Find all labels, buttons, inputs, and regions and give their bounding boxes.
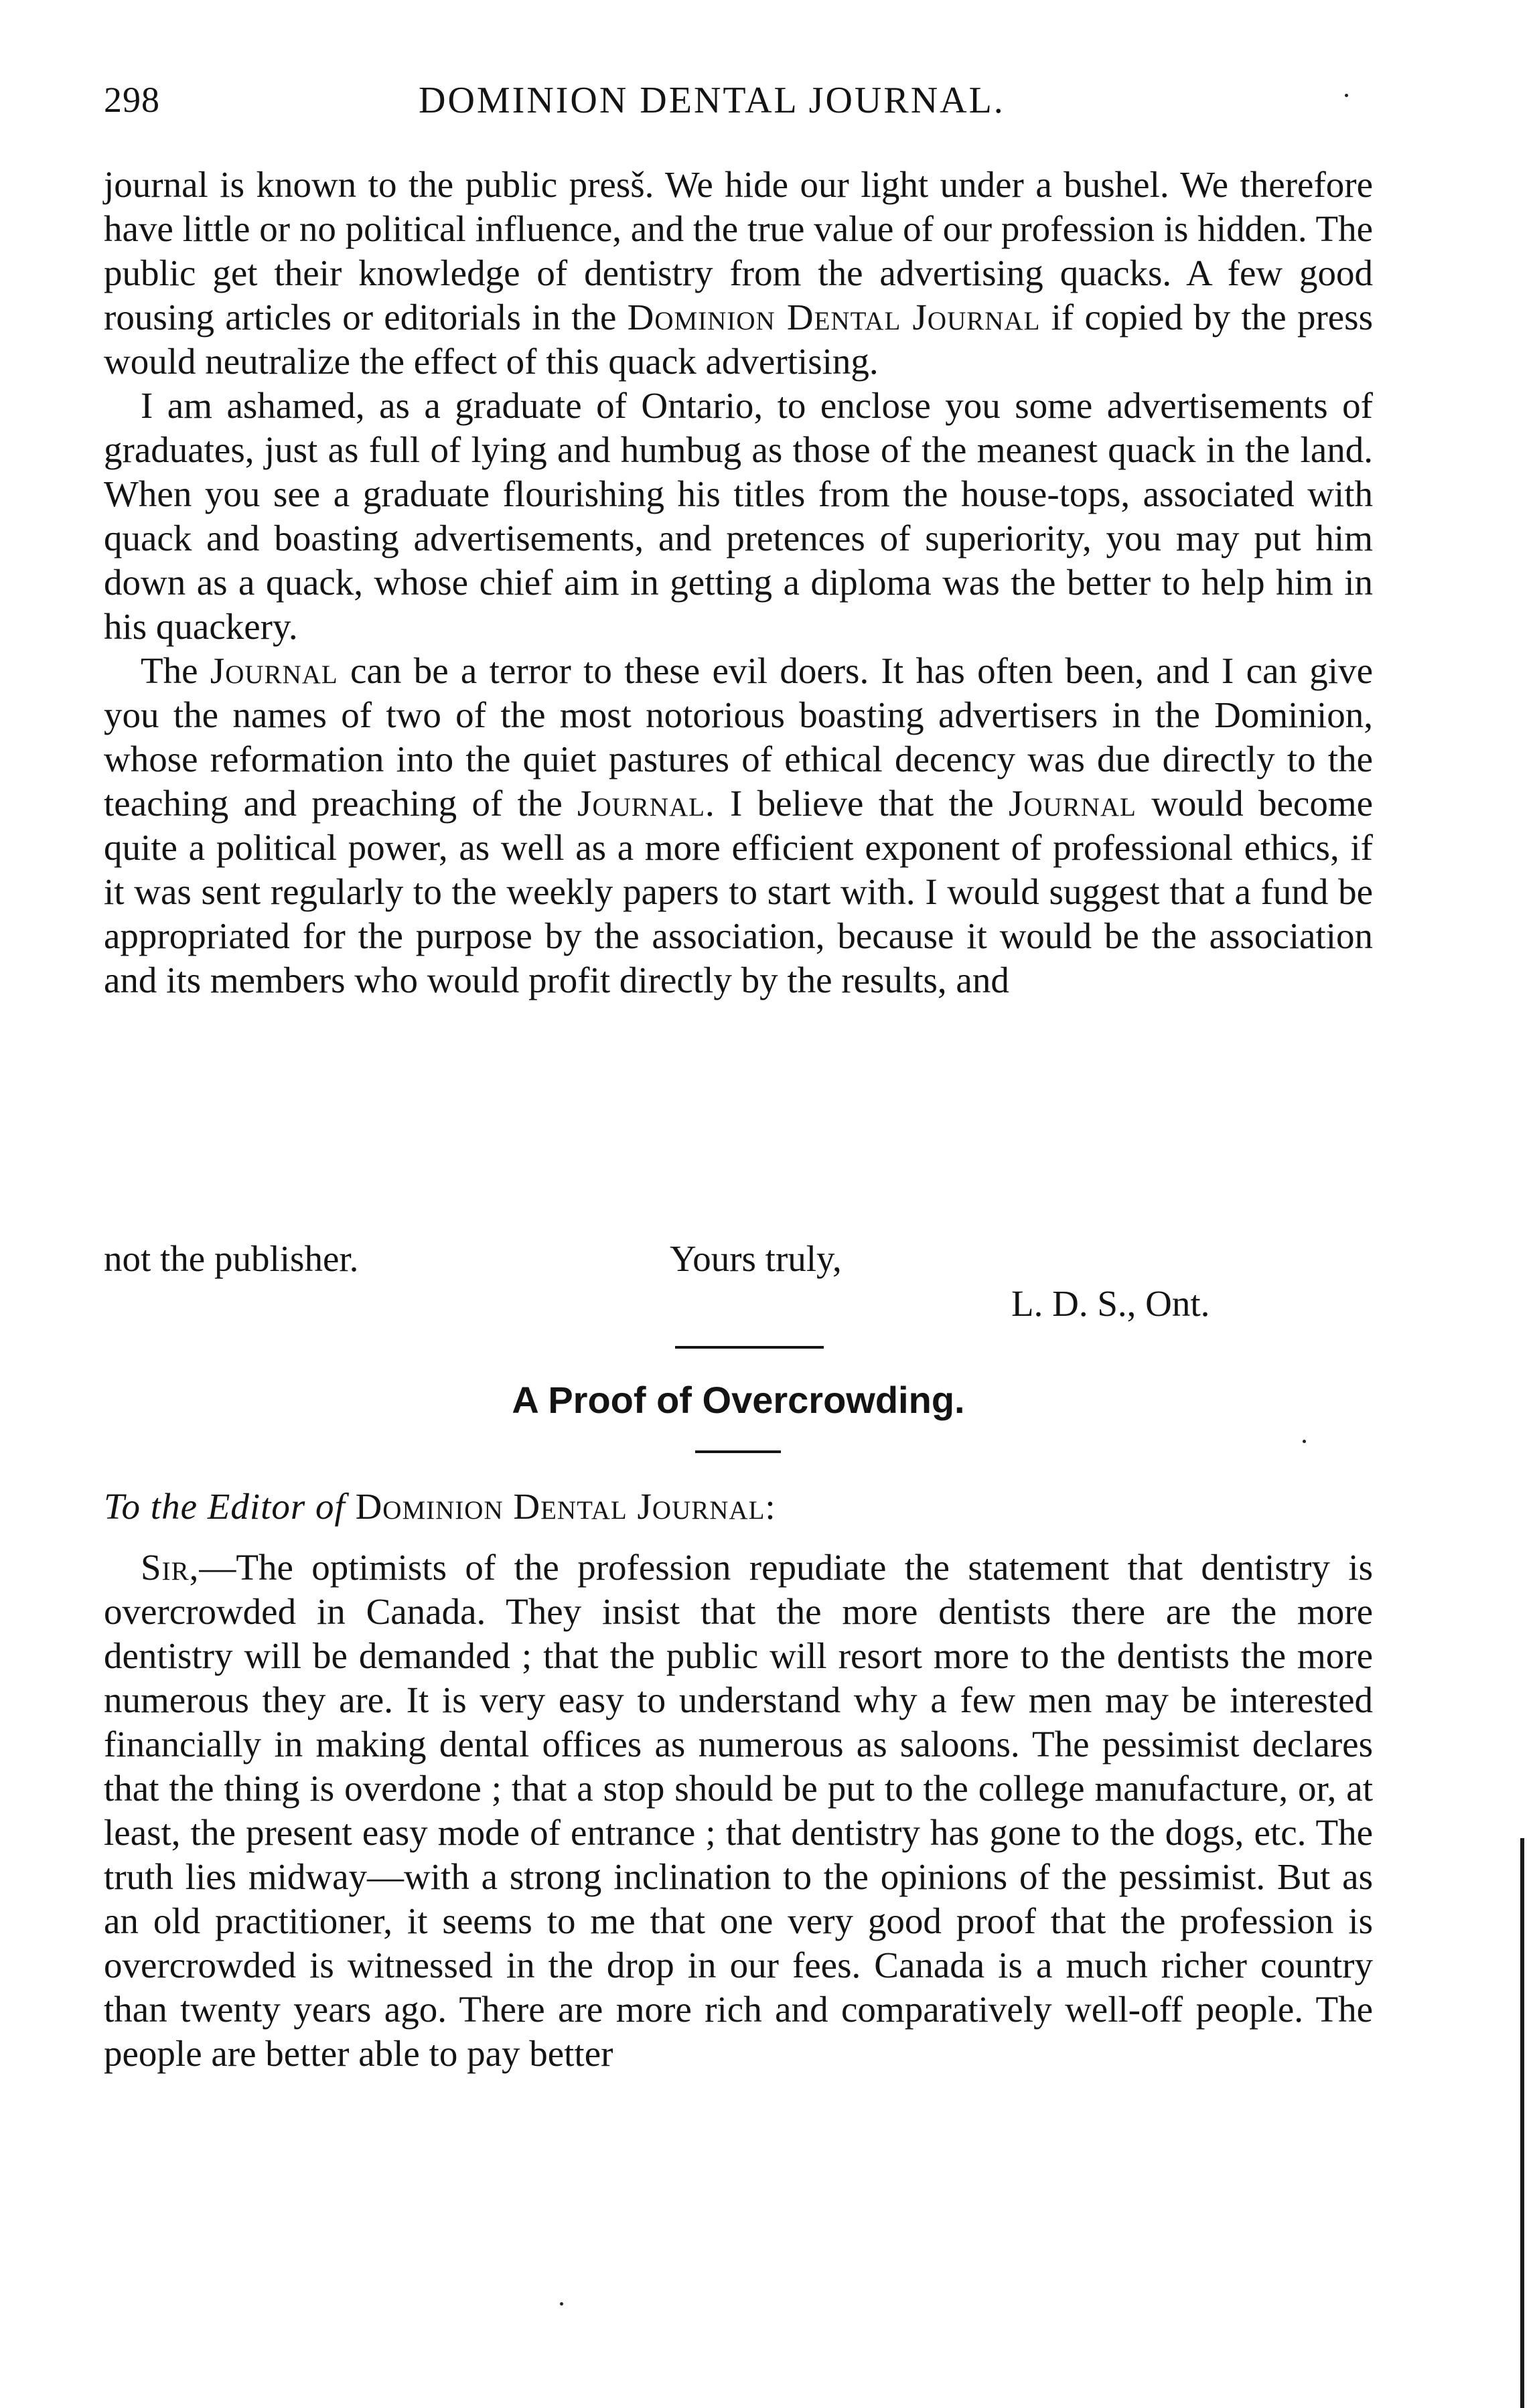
print-speck (560, 2302, 563, 2306)
letter-signature: L. D. S., Ont. (1011, 1283, 1210, 1324)
letter-p3-text-a: The (141, 650, 210, 691)
journal-name-smallcaps: Dominion Dental Journal (627, 297, 1041, 337)
letter-p3-text-b: can be a terror to these evil doers. It has often been, and I can give you the names of two of the most notorious boasting advertisers in the Dominion, whose reformation into the quiet pastures of ethical decency was due directly to the teaching and preaching of the (104, 650, 1373, 824)
letter-p3-text-c: I believe that the (715, 783, 1009, 824)
salutation-journal-name: Dominion Dental Journal: (355, 1486, 776, 1527)
article-p1-text: —The optimists of the profession repudiate the statement that dentistry is overcrowded in Canada. They insist that the more dentists there are the more dentistry will be demanded ; that the public will resort more to the dentists the more numerous they are. It is very easy to understand why a few men may be interested financially in making dental offices as numerous as saloons. The pessimist declares that the thing is overdone ; that a stop should be put to the college manufacture, or, at least, the present easy mode of entrance ; that dentistry has gone to the dogs, etc. The truth lies midway—with a strong inclination to the opinions of the pessimist. But as an old practitioner, it seems to me that one very good proof that the profession is overcrowded is witnessed in the drop in our fees. Canada is a much richer country than twenty years ago. There are more rich and comparatively well-off people. The people are better able to pay better (104, 1547, 1373, 2074)
letter-closing (104, 1237, 1373, 1282)
letter-body (104, 163, 1373, 1002)
article-body (104, 1546, 1373, 2076)
letter-p3-text-d: would become quite a political power, as well as a more efficient exponent of professional ethics, if it was sent regularly to the weekly papers to start with. I would suggest that a fund be appropriated for the purpose by the association, because it would be the association and its members who would profit directly by the results, and (104, 783, 1374, 1000)
section-divider-top (675, 1346, 824, 1349)
letter-paragraph-3 (104, 649, 1373, 1002)
letter-p1-text-a: journal is known to the public presš. We hide our light under a bushel. We therefore have little or no political influence, and the true value of our profession is hidden. The public get their knowledge of dentistry from the advertising quacks. A few good rousing articles or editorials in the (104, 164, 1373, 337)
sir-smallcaps: Sir, (141, 1547, 200, 1588)
journal-smallcaps-3: Journal (1008, 783, 1137, 824)
letter-paragraph-1 (104, 163, 1373, 384)
salutation-editor: Editor (207, 1486, 306, 1527)
yours-truly: Yours truly, (670, 1238, 842, 1279)
page-number: 298 (104, 80, 160, 120)
running-head (104, 79, 1376, 133)
salutation-to-the: To the (104, 1486, 198, 1527)
print-speck (1303, 1440, 1306, 1443)
salutation-of: of (315, 1486, 346, 1527)
closing-line: not the publisher. (104, 1238, 359, 1279)
article-salutation (104, 1485, 776, 1527)
section-divider-bottom (695, 1450, 781, 1453)
article-title: A Proof of Overcrowding. (512, 1379, 965, 1421)
print-speck (1345, 94, 1348, 97)
journal-title: DOMINION DENTAL JOURNAL. (419, 80, 1005, 121)
journal-smallcaps-1: Journal (210, 650, 338, 691)
letter-paragraph-2: I am ashamed, as a graduate of Ontario, to enclose you some advertisements of graduates, just as full of lying and humbug as those of the meanest quack in the land. When you see a graduate flourishing his titles from the house-tops, associated with quack and boasting advertisements, and pretences of superiority, you may put him down as a quack, whose chief aim in getting a diploma was the better to help him in his quackery. (104, 385, 1373, 647)
letter-p1-text-b: if copied by the press would neutralize the effect of this quack advertising. (104, 297, 1373, 382)
page-edge-shadow (1520, 1838, 1524, 2408)
article-paragraph-1 (104, 1546, 1373, 2076)
journal-smallcaps-2: Journal. (577, 783, 715, 824)
